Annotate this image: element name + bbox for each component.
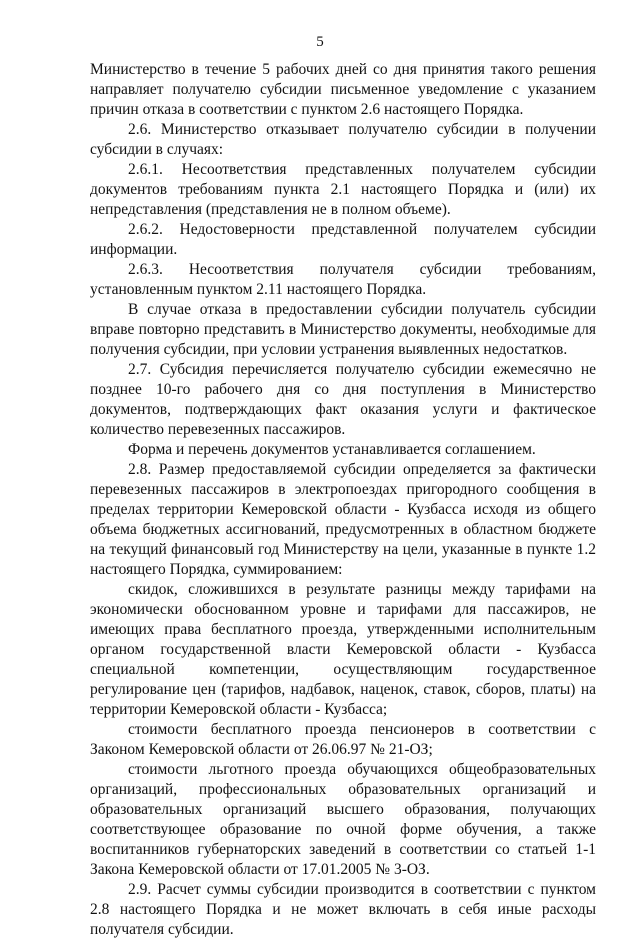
paragraph-resubmission: В случае отказа в предоставлении субсидии получатель субсидии вправе повторно представить в Министерство документы, необходимые для получения субсидии, при условии устранения выявленных недостатков.	[90, 301, 596, 358]
paragraph-2-8: 2.8. Размер предоставляемой субсидии определяется за фактически перевезенных пассажиров в электропоездах пригородного сообщения в пределах территории Кемеровской области - Кузбасса исходя из общего объема бюджетных ассигнований, предусмотренных в областном бюджете на текущий финансовый год Министерству на цели, указанные в пункте 1.2 настоящего Порядка, суммированием:	[90, 461, 596, 578]
paragraph-discounts: скидок, сложившихся в результате разницы между тарифами на экономически обоснованном уровне и тарифами для пассажиров, не имеющих права бесплатного проезда, утвержденными исполнительным органом государственной власти Кемеровской области - Кузбасса специальной компетенции, осуществляющим государственное регулирование цен (тарифов, надбавок, наценок, ставок, сборов, платы) на территории Кемеровской области - Кузбасса;	[90, 581, 596, 718]
paragraph-refusal-notice: Министерство в течение 5 рабочих дней со дня принятия такого решения направляет получателю субсидии письменное уведомление с указанием причин отказа в соответствии с пунктом 2.6 настоящего Порядка.	[90, 61, 596, 118]
paragraph-pensioners: стоимости бесплатного проезда пенсионеров в соответствии с Законом Кемеровской области от 26.06.97 № 21-ОЗ;	[90, 721, 596, 758]
paragraph-2-7: 2.7. Субсидия перечисляется получателю субсидии ежемесячно не позднее 10-го рабочего дня со дня поступления в Министерство документов, подтверждающих факт оказания услуги и фактическое количество перевезенных пассажиров.	[90, 361, 596, 438]
document-body	[90, 60, 596, 940]
paragraph-students: стоимости льготного проезда обучающихся общеобразовательных организаций, профессиональных образовательных организаций и образовательных организаций высшего образования, получающих соответствующее образование по очной форме обучения, а также воспитанников губернаторских заведений в соответствии со статьей 1-1 Закона Кемеровской области от 17.01.2005 № 3-ОЗ.	[90, 761, 596, 878]
paragraph-2-6: 2.6. Министерство отказывает получателю субсидии в получении субсидии в случаях:	[90, 121, 596, 158]
paragraph-2-6-2: 2.6.2. Недостоверности представленной получателем субсидии информации.	[90, 221, 596, 258]
paragraph-2-6-1: 2.6.1. Несоответствия представленных получателем субсидии документов требованиям пункта 2.1 настоящего Порядка и (или) их непредставления (представления не в полном объеме).	[90, 161, 596, 218]
paragraph-2-9: 2.9. Расчет суммы субсидии производится в соответствии с пунктом 2.8 настоящего Порядка и не может включать в себя иные расходы получателя субсидии.	[90, 881, 596, 938]
paragraph-document-form: Форма и перечень документов устанавливается соглашением.	[128, 441, 536, 458]
page-number: 5	[316, 34, 324, 50]
paragraph-2-6-3: 2.6.3. Несоответствия получателя субсидии требованиям, установленным пунктом 2.11 настоящего Порядка.	[90, 261, 596, 298]
